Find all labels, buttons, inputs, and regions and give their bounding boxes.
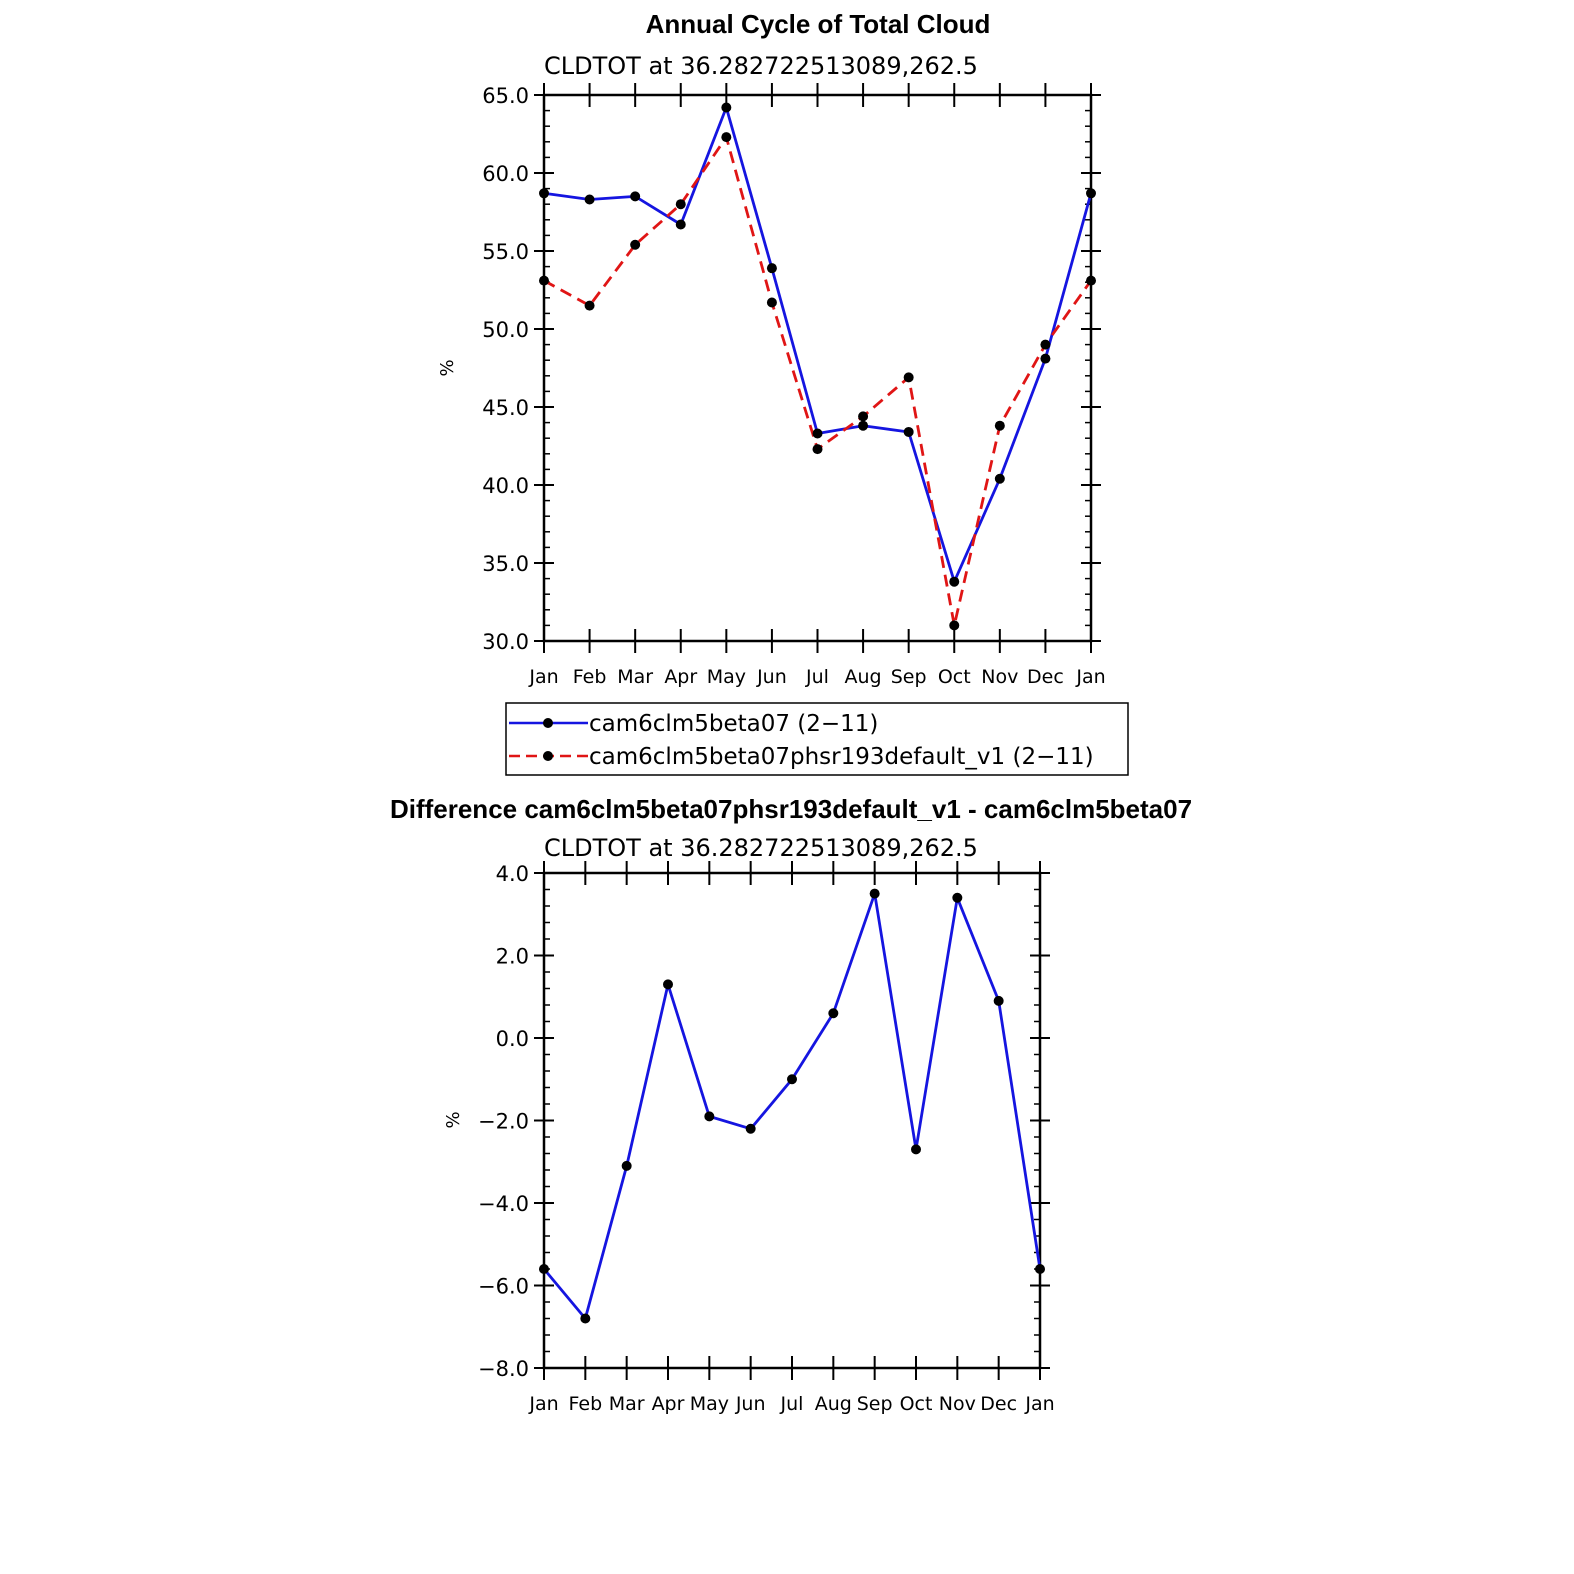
y-axis-label: % [443,1111,464,1129]
series-1-point [663,979,673,989]
plot-series [539,889,1045,1324]
x-tick-label: Sep [856,1393,893,1415]
legend [506,703,1128,775]
y-tick-label: 55.0 [482,240,529,264]
x-tick-label: Jul [780,1393,804,1415]
y-tick-label: 50.0 [482,318,529,342]
series-1-point [580,1314,590,1324]
difference-chart [390,794,1192,1415]
series-1-point [904,427,914,437]
plot-frame [544,95,1091,641]
y-tick-label: −4.0 [478,1192,529,1216]
series-2-point [1086,276,1096,286]
x-tick-label: Feb [572,666,607,688]
x-tick-label: Dec [980,1393,1018,1415]
x-tick-label: Nov [981,666,1019,688]
series-1-point [622,1161,632,1171]
y-tick-label: −2.0 [478,1109,529,1134]
series-1-point [704,1111,714,1121]
y-tick-label: 60.0 [482,162,529,186]
series-2-point [721,132,731,142]
series-1-point [911,1144,921,1154]
x-tick-label: Jan [529,1393,559,1415]
series-1-point [870,889,880,899]
y-tick-label: 45.0 [482,396,529,420]
series-1-point [787,1074,797,1084]
y-axis-label: % [437,359,458,377]
x-tick-label: Feb [568,1393,603,1415]
series-2-point [676,199,686,209]
y-tick-label: −6.0 [478,1274,529,1299]
y-tick-label: 4.0 [495,862,529,886]
series-1-point [630,191,640,201]
series-1-point [585,195,595,205]
legend-marker-series-2 [543,751,553,761]
series-1-point [1035,1264,1045,1274]
series-1-point [539,188,549,198]
x-tick-label: Jan [529,666,559,688]
x-tick-label: Aug [814,1393,852,1415]
series-1-point [539,1264,549,1274]
series-2-point [858,411,868,421]
x-tick-label: May [706,666,746,688]
series-1-point [813,429,823,439]
series-2-point [767,297,777,307]
plot-series [539,102,1096,630]
x-tick-label: Oct [937,666,971,688]
series-1-point [994,996,1004,1006]
series-2-point [949,620,959,630]
y-tick-label: −8.0 [478,1357,529,1381]
chart-title: Annual Cycle of Total Cloud [645,9,991,39]
y-tick-label: 65.0 [482,84,529,108]
series-1-point [676,219,686,229]
series-2-point [995,421,1005,431]
series-2-point [1040,340,1050,350]
series-1-point [949,577,959,587]
x-tick-label: Apr [664,666,698,688]
series-1-point [1086,188,1096,198]
x-tick-label: Jan [1076,666,1106,688]
x-tick-label: Nov [938,1393,976,1415]
chart-subtitle: CLDTOT at 36.282722513089,262.5 [544,52,978,80]
series-1-point [952,893,962,903]
y-tick-label: 35.0 [482,552,529,576]
chart-title: Difference cam6clm5beta07phsr193default_v1 - cam6clm5beta07 [389,794,1193,824]
series-2-point [904,372,914,382]
series-2-point [630,240,640,250]
series-1-point [721,102,731,112]
x-tick-label: Apr [651,1393,685,1415]
plot-axes [478,861,1055,1415]
plot-axes [482,83,1105,688]
x-tick-label: Sep [890,666,927,688]
legend-marker-series-1 [543,718,553,728]
series-1-point [767,263,777,273]
annual-cycle-chart [437,9,1128,775]
y-tick-label: 2.0 [495,944,529,969]
x-tick-label: Mar [608,1393,645,1415]
chart-subtitle: CLDTOT at 36.282722513089,262.5 [544,834,978,862]
x-tick-label: May [689,1393,729,1415]
x-tick-label: Jan [1025,1393,1055,1415]
x-tick-label: Jun [735,1393,766,1415]
x-tick-label: Mar [617,666,654,688]
x-tick-label: Oct [899,1393,933,1415]
x-tick-label: Aug [844,666,882,688]
series-1-point [1040,354,1050,364]
plot-frame [544,873,1040,1368]
series-1-point [858,421,868,431]
series-2-point [539,276,549,286]
y-tick-label: 30.0 [482,630,529,654]
x-tick-label: Jul [806,666,829,688]
y-tick-label: 40.0 [482,474,529,498]
y-tick-label: 0.0 [495,1027,529,1051]
legend-label-series-1: cam6clm5beta07 (2−11) [589,711,879,737]
series-1-point [828,1008,838,1018]
series-line-1 [544,108,1091,582]
series-1-point [995,474,1005,484]
x-tick-label: Dec [1027,666,1064,688]
series-2-point [813,444,823,454]
x-tick-label: Jun [757,666,787,688]
series-line-1 [544,894,1040,1319]
series-line-2 [544,137,1091,625]
series-2-point [585,301,595,311]
legend-label-series-2: cam6clm5beta07phsr193default_v1 (2−11) [589,744,1094,770]
series-1-point [746,1124,756,1134]
